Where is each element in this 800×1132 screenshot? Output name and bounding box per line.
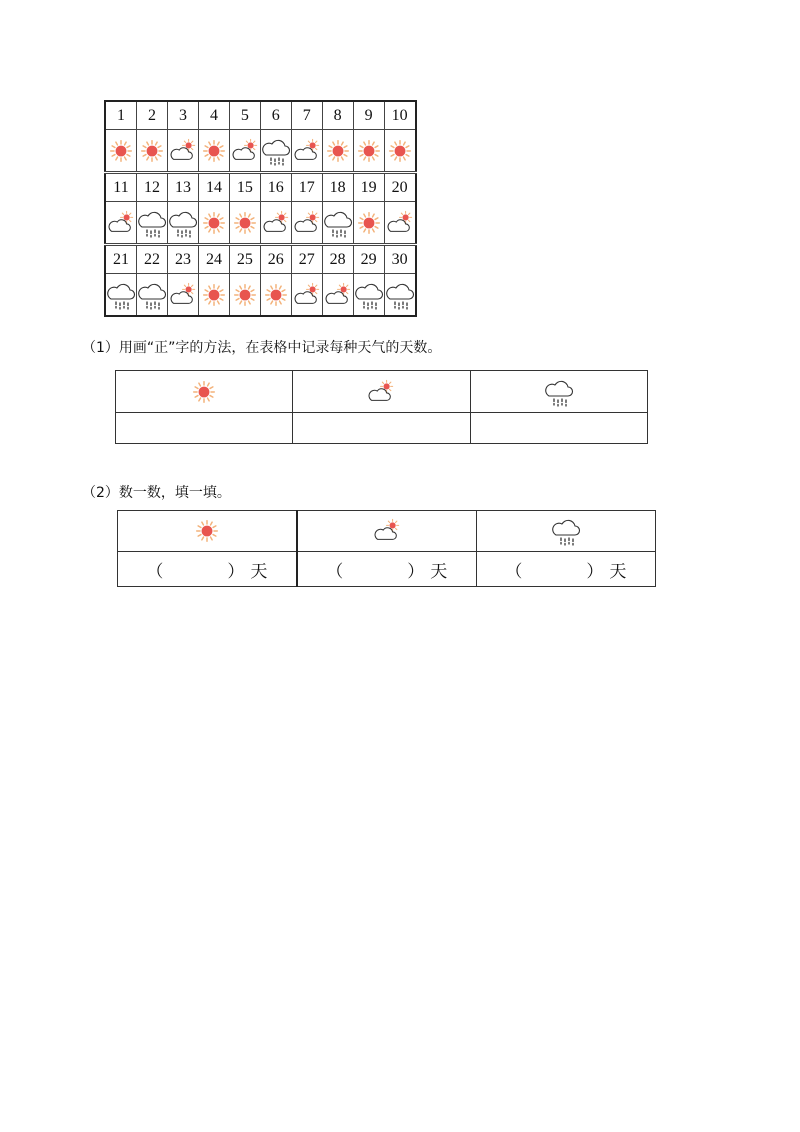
calendar-day-number: 6 xyxy=(260,101,291,130)
calendar-day-number: 12 xyxy=(137,173,168,202)
calendar-day-number: 26 xyxy=(260,245,291,274)
cloudy-icon xyxy=(168,137,198,165)
cloudy-icon xyxy=(298,517,476,545)
calendar-weather-cell xyxy=(168,130,199,173)
calendar-day-number: 8 xyxy=(322,101,353,130)
cloudy-icon xyxy=(106,209,136,237)
sunny-icon xyxy=(354,209,384,237)
sunny-icon xyxy=(199,281,229,309)
sunny-icon xyxy=(199,209,229,237)
calendar-day-number: 19 xyxy=(353,173,384,202)
calendar-day-number: 5 xyxy=(229,101,260,130)
tally-header-cloudy xyxy=(293,371,470,413)
rainy-icon xyxy=(261,136,291,166)
calendar-weather-cell xyxy=(353,202,384,245)
calendar-day-number: 30 xyxy=(384,245,416,274)
sunny-icon xyxy=(354,137,384,165)
tally-cell-sunny[interactable] xyxy=(116,413,293,444)
calendar-weather-cell xyxy=(322,130,353,173)
count-header-sunny xyxy=(118,511,297,552)
calendar-weather-cell xyxy=(105,274,137,317)
calendar-weather-cell xyxy=(260,202,291,245)
calendar-day-number: 25 xyxy=(229,245,260,274)
calendar-day-number: 7 xyxy=(291,101,322,130)
close-paren: ） xyxy=(407,561,425,582)
calendar-day-row xyxy=(105,173,416,202)
tally-cell-cloudy[interactable] xyxy=(293,413,470,444)
calendar-weather-cell xyxy=(199,274,230,317)
sunny-icon xyxy=(385,137,415,165)
sunny-icon xyxy=(230,281,260,309)
question-2-text: （2）数一数，填一填。 xyxy=(82,485,231,501)
calendar-weather-cell xyxy=(137,274,168,317)
cloudy-icon xyxy=(230,137,260,165)
calendar-weather-cell xyxy=(260,130,291,173)
sunny-icon xyxy=(261,281,291,309)
unit-label: 天 xyxy=(250,561,268,582)
cloudy-icon xyxy=(261,209,291,237)
unit-label: 天 xyxy=(609,561,627,582)
calendar-weather-cell xyxy=(291,130,322,173)
rainy-icon xyxy=(323,208,353,238)
rainy-icon xyxy=(477,516,655,546)
calendar-day-number: 17 xyxy=(291,173,322,202)
calendar-day-number: 23 xyxy=(168,245,199,274)
rainy-icon xyxy=(471,377,647,407)
calendar-day-number: 3 xyxy=(168,101,199,130)
calendar-weather-cell xyxy=(353,130,384,173)
calendar-weather-cell xyxy=(137,130,168,173)
calendar-day-number: 10 xyxy=(384,101,416,130)
calendar-weather-cell xyxy=(260,274,291,317)
sunny-icon xyxy=(106,137,136,165)
calendar-weather-cell xyxy=(105,202,137,245)
count-header-cloudy xyxy=(297,511,476,552)
close-paren: ） xyxy=(586,561,604,582)
calendar-weather-cell xyxy=(229,274,260,317)
rainy-icon xyxy=(168,208,198,238)
calendar-weather-cell xyxy=(229,202,260,245)
sunny-icon xyxy=(323,137,353,165)
sunny-icon xyxy=(230,209,260,237)
calendar-day-row xyxy=(105,101,416,130)
calendar-weather-cell xyxy=(168,274,199,317)
calendar-weather-cell xyxy=(168,202,199,245)
sunny-icon xyxy=(118,517,296,545)
unit-label: 天 xyxy=(430,561,448,582)
count-header-rainy xyxy=(476,511,655,552)
count-answer-rainy[interactable] xyxy=(476,552,655,587)
calendar-day-number: 29 xyxy=(353,245,384,274)
rainy-icon xyxy=(137,208,167,238)
calendar-weather-cell xyxy=(322,202,353,245)
calendar-day-number: 24 xyxy=(199,245,230,274)
calendar-day-number: 22 xyxy=(137,245,168,274)
cloudy-icon xyxy=(385,209,415,237)
rainy-icon xyxy=(385,280,415,310)
tally-table xyxy=(115,370,648,444)
calendar-weather-row xyxy=(105,274,416,317)
calendar-weather-cell xyxy=(199,202,230,245)
calendar-weather-cell xyxy=(229,130,260,173)
count-answer-cloudy[interactable] xyxy=(297,552,476,587)
tally-cell-rainy[interactable] xyxy=(470,413,647,444)
question-1-text: （1）用画“正”字的方法，在表格中记录每种天气的天数。 xyxy=(82,340,442,356)
calendar-weather-cell xyxy=(199,130,230,173)
cloudy-icon xyxy=(323,281,353,309)
rainy-icon xyxy=(106,280,136,310)
sunny-icon xyxy=(137,137,167,165)
weather-calendar xyxy=(104,100,417,317)
calendar-weather-cell xyxy=(384,202,416,245)
count-table xyxy=(117,510,656,587)
calendar-weather-cell xyxy=(384,130,416,173)
calendar-day-number: 4 xyxy=(199,101,230,130)
calendar-day-number: 18 xyxy=(322,173,353,202)
cloudy-icon xyxy=(292,137,322,165)
rainy-icon xyxy=(354,280,384,310)
cloudy-icon xyxy=(168,281,198,309)
calendar-weather-cell xyxy=(384,274,416,317)
calendar-weather-row xyxy=(105,130,416,173)
rainy-icon xyxy=(137,280,167,310)
close-paren: ） xyxy=(227,561,245,582)
calendar-weather-cell xyxy=(105,130,137,173)
tally-header-rainy xyxy=(470,371,647,413)
calendar-day-number: 1 xyxy=(105,101,137,130)
sunny-icon xyxy=(116,378,292,406)
calendar-day-number: 2 xyxy=(137,101,168,130)
calendar-day-number: 9 xyxy=(353,101,384,130)
calendar-weather-cell xyxy=(291,274,322,317)
calendar-day-number: 28 xyxy=(322,245,353,274)
calendar-day-number: 15 xyxy=(229,173,260,202)
open-paren: （ xyxy=(505,561,523,582)
open-paren: （ xyxy=(326,561,344,582)
calendar-day-number: 13 xyxy=(168,173,199,202)
calendar-weather-cell xyxy=(137,202,168,245)
sunny-icon xyxy=(199,137,229,165)
cloudy-icon xyxy=(292,281,322,309)
cloudy-icon xyxy=(292,209,322,237)
calendar-weather-cell xyxy=(353,274,384,317)
cloudy-icon xyxy=(293,378,469,406)
calendar-day-number: 11 xyxy=(105,173,137,202)
calendar-day-number: 27 xyxy=(291,245,322,274)
calendar-day-row xyxy=(105,245,416,274)
count-answer-sunny[interactable] xyxy=(118,552,297,587)
calendar-weather-cell xyxy=(291,202,322,245)
calendar-day-number: 16 xyxy=(260,173,291,202)
calendar-weather-cell xyxy=(322,274,353,317)
calendar-day-number: 14 xyxy=(199,173,230,202)
open-paren: （ xyxy=(146,561,164,582)
calendar-day-number: 21 xyxy=(105,245,137,274)
calendar-day-number: 20 xyxy=(384,173,416,202)
tally-header-sunny xyxy=(116,371,293,413)
calendar-weather-row xyxy=(105,202,416,245)
